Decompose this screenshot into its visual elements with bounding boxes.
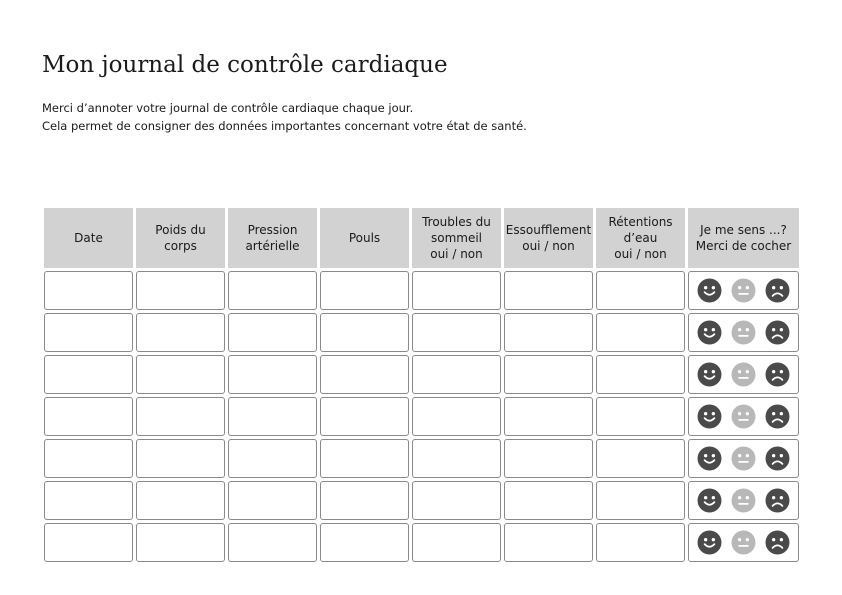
column-header-blood-pressure — [228, 208, 317, 268]
happy-face-icon[interactable] — [697, 404, 722, 429]
entry-cell-date[interactable] — [44, 481, 133, 520]
sad-face-icon[interactable] — [765, 278, 790, 303]
mood-faces — [689, 446, 798, 471]
column-header-label: Je me sens ...? — [700, 223, 787, 237]
sad-face-icon[interactable] — [765, 530, 790, 555]
entry-cell-weight[interactable] — [136, 481, 225, 520]
entry-cell-breathlessness[interactable] — [504, 397, 593, 436]
column-header-label: Essoufflement — [505, 223, 592, 237]
intro-line-2: Cela permet de consigner des données importantes concernant votre état de santé. — [42, 119, 527, 133]
happy-face-icon[interactable] — [697, 446, 722, 471]
column-header-label: Troubles du — [422, 215, 491, 229]
happy-face-icon[interactable] — [697, 530, 722, 555]
entry-cell-sleep-disorders[interactable] — [412, 271, 501, 310]
sad-face-icon[interactable] — [765, 320, 790, 345]
mood-cell — [688, 439, 799, 478]
neutral-face-icon[interactable] — [731, 278, 756, 303]
entry-cell-sleep-disorders[interactable] — [412, 523, 501, 562]
entry-cell-date[interactable] — [44, 271, 133, 310]
table-row — [44, 313, 799, 352]
column-header-label: oui / non — [430, 247, 483, 261]
entry-cell-blood-pressure[interactable] — [228, 523, 317, 562]
entry-cell-breathlessness[interactable] — [504, 481, 593, 520]
entry-cell-date[interactable] — [44, 313, 133, 352]
table-row — [44, 523, 799, 562]
neutral-face-icon[interactable] — [731, 362, 756, 387]
column-header-label: Rétentions — [608, 215, 673, 229]
mood-cell — [688, 523, 799, 562]
entry-cell-breathlessness[interactable] — [504, 313, 593, 352]
entry-cell-water-retention[interactable] — [596, 481, 685, 520]
mood-faces — [689, 488, 798, 513]
neutral-face-icon[interactable] — [731, 488, 756, 513]
entry-cell-water-retention[interactable] — [596, 313, 685, 352]
entry-cell-water-retention[interactable] — [596, 439, 685, 478]
entry-cell-weight[interactable] — [136, 397, 225, 436]
entry-cell-pulse[interactable] — [320, 397, 409, 436]
neutral-face-icon[interactable] — [731, 404, 756, 429]
column-header-breathlessness — [504, 208, 593, 268]
entry-cell-blood-pressure[interactable] — [228, 313, 317, 352]
entry-cell-weight[interactable] — [136, 439, 225, 478]
sad-face-icon[interactable] — [765, 446, 790, 471]
mood-faces — [689, 362, 798, 387]
column-header-pulse — [320, 208, 409, 268]
entry-cell-pulse[interactable] — [320, 439, 409, 478]
entry-cell-date[interactable] — [44, 397, 133, 436]
column-header-label: Poids du — [155, 223, 206, 237]
column-header-label: d’eau — [623, 231, 658, 245]
entry-cell-water-retention[interactable] — [596, 397, 685, 436]
table-row — [44, 439, 799, 478]
entry-cell-blood-pressure[interactable] — [228, 355, 317, 394]
entry-cell-pulse[interactable] — [320, 481, 409, 520]
entry-cell-sleep-disorders[interactable] — [412, 355, 501, 394]
table-row — [44, 271, 799, 310]
entry-cell-sleep-disorders[interactable] — [412, 397, 501, 436]
mood-cell — [688, 355, 799, 394]
mood-faces — [689, 530, 798, 555]
entry-cell-sleep-disorders[interactable] — [412, 439, 501, 478]
entry-cell-breathlessness[interactable] — [504, 439, 593, 478]
sad-face-icon[interactable] — [765, 362, 790, 387]
entry-cell-pulse[interactable] — [320, 313, 409, 352]
mood-cell — [688, 481, 799, 520]
column-header-label: artérielle — [245, 239, 300, 253]
entry-cell-breathlessness[interactable] — [504, 523, 593, 562]
entry-cell-pulse[interactable] — [320, 271, 409, 310]
entry-cell-water-retention[interactable] — [596, 355, 685, 394]
entry-cell-date[interactable] — [44, 523, 133, 562]
column-header-label: Pouls — [348, 231, 381, 245]
entry-cell-weight[interactable] — [136, 313, 225, 352]
entry-cell-blood-pressure[interactable] — [228, 271, 317, 310]
intro-line-1: Merci d’annoter votre journal de contrôle cardiaque chaque jour. — [42, 101, 414, 115]
entry-cell-date[interactable] — [44, 439, 133, 478]
column-header-label: Merci de cocher — [695, 239, 792, 253]
mood-faces — [689, 404, 798, 429]
table-row — [44, 481, 799, 520]
table-row — [44, 355, 799, 394]
column-header-label: Pression — [247, 223, 298, 237]
entry-cell-blood-pressure[interactable] — [228, 481, 317, 520]
table-body — [44, 271, 799, 562]
entry-cell-date[interactable] — [44, 355, 133, 394]
neutral-face-icon[interactable] — [731, 530, 756, 555]
cardiac-log-table — [41, 205, 802, 565]
entry-cell-breathlessness[interactable] — [504, 271, 593, 310]
entry-cell-weight[interactable] — [136, 271, 225, 310]
sad-face-icon[interactable] — [765, 404, 790, 429]
table-header-row — [44, 208, 799, 268]
entry-cell-weight[interactable] — [136, 523, 225, 562]
column-header-label: sommeil — [430, 231, 483, 245]
entry-cell-breathlessness[interactable] — [504, 355, 593, 394]
column-header-label: oui / non — [522, 239, 575, 253]
happy-face-icon[interactable] — [697, 362, 722, 387]
neutral-face-icon[interactable] — [731, 320, 756, 345]
entry-cell-weight[interactable] — [136, 355, 225, 394]
entry-cell-blood-pressure[interactable] — [228, 439, 317, 478]
neutral-face-icon[interactable] — [731, 446, 756, 471]
happy-face-icon[interactable] — [697, 278, 722, 303]
mood-faces — [689, 278, 798, 303]
mood-cell — [688, 271, 799, 310]
table-row — [44, 397, 799, 436]
entry-cell-blood-pressure[interactable] — [228, 397, 317, 436]
happy-face-icon[interactable] — [697, 488, 722, 513]
column-header-label: Date — [74, 231, 103, 245]
mood-cell — [688, 313, 799, 352]
entry-cell-pulse[interactable] — [320, 355, 409, 394]
sad-face-icon[interactable] — [765, 488, 790, 513]
entry-cell-sleep-disorders[interactable] — [412, 481, 501, 520]
entry-cell-water-retention[interactable] — [596, 271, 685, 310]
mood-cell — [688, 397, 799, 436]
column-header-label: oui / non — [614, 247, 667, 261]
happy-face-icon[interactable] — [697, 320, 722, 345]
column-header-sleep-disorders — [412, 208, 501, 268]
entry-cell-water-retention[interactable] — [596, 523, 685, 562]
page-title: Mon journal de contrôle cardiaque — [42, 52, 448, 78]
column-header-mood — [688, 208, 799, 268]
intro-text — [42, 99, 527, 135]
column-header-date — [44, 208, 133, 268]
entry-cell-sleep-disorders[interactable] — [412, 313, 501, 352]
mood-faces — [689, 320, 798, 345]
column-header-weight — [136, 208, 225, 268]
column-header-label: corps — [164, 239, 197, 253]
entry-cell-pulse[interactable] — [320, 523, 409, 562]
column-header-water-retention — [596, 208, 685, 268]
